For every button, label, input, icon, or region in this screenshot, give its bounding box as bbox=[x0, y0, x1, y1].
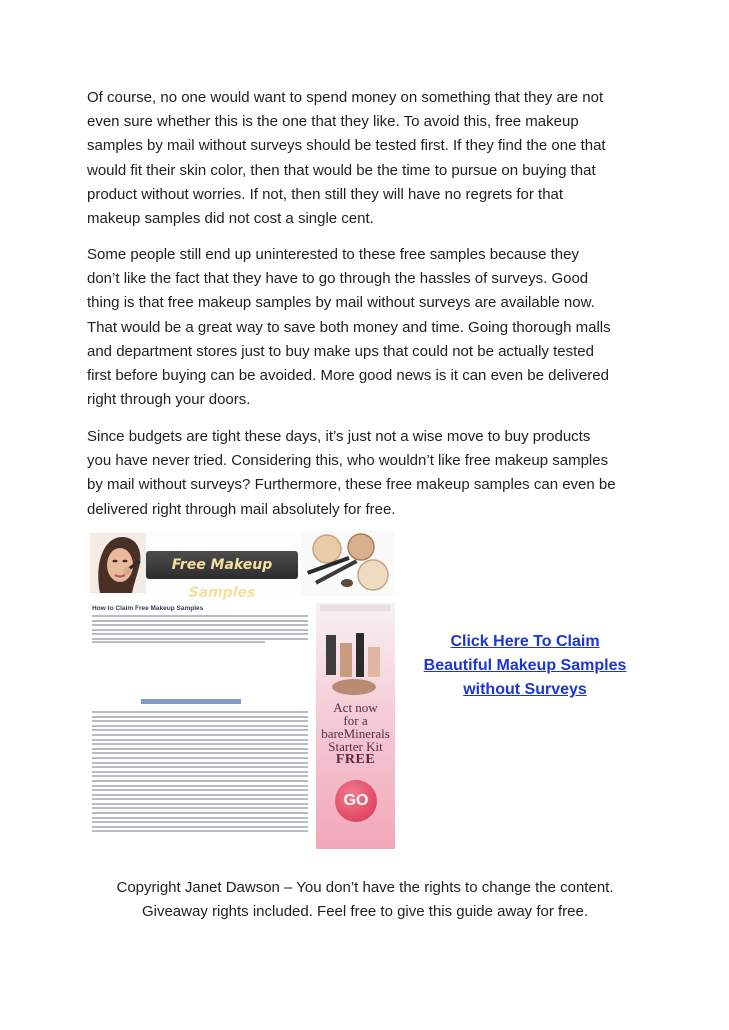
screenshot-header bbox=[86, 531, 395, 601]
ad-line: bareMinerals bbox=[321, 726, 390, 741]
paragraph-line: samples by mail without surveys should be tested first. If they find the one that bbox=[87, 137, 606, 155]
claim-link-line[interactable]: Beautiful Makeup Samples bbox=[423, 657, 627, 674]
go-button: GO bbox=[335, 780, 377, 822]
paragraph-line: Some people still end up uninterested to these free samples because they bbox=[87, 246, 579, 263]
ad-line: Starter Kit bbox=[328, 739, 383, 754]
paragraph-line: Since budgets are tight these days, it’s just not a wise move to buy products bbox=[87, 428, 591, 445]
copyright-line: Copyright Janet Dawson – You don’t have the rights to change the content. bbox=[116, 879, 614, 896]
paragraph-line: you have never tried. Considering this, who wouldn’t like free makeup samples bbox=[87, 452, 609, 470]
screenshot-article bbox=[86, 601, 314, 849]
ad-text bbox=[316, 701, 395, 766]
screenshot-heading: How to Claim Free Makeup Samples bbox=[92, 605, 204, 612]
paragraph-1 bbox=[87, 86, 647, 231]
paragraph-line: makeup samples did not cost a single cent. bbox=[87, 210, 374, 228]
paragraph-line: Of course, no one would want to spend money on something that they are not bbox=[87, 89, 604, 106]
paragraph-line: first before buying can be avoided. More good news is it can even be delivered bbox=[87, 367, 609, 385]
paragraph-line: by mail without surveys? Furthermore, these free makeup samples can even be bbox=[87, 476, 616, 494]
makeup-site-screenshot[interactable] bbox=[86, 531, 395, 849]
paragraph-line: right through your doors. bbox=[87, 391, 251, 409]
ad-line: Act now bbox=[333, 700, 378, 715]
paragraph-line: don’t like the fact that they have to go through the hassles of surveys. Good bbox=[87, 270, 589, 288]
paragraph-line: thing is that free makeup samples by mail without surveys are available now. bbox=[87, 294, 595, 312]
model-face-icon bbox=[90, 533, 146, 593]
paragraph-line: product without worries. If not, then still they will have no regrets for that bbox=[87, 185, 564, 203]
paragraph-2 bbox=[87, 243, 647, 412]
ad-url-bar bbox=[320, 605, 391, 611]
screenshot-text-block bbox=[92, 641, 308, 646]
screenshot-text-block bbox=[92, 711, 308, 835]
banner-title: Free Makeup Samples bbox=[146, 551, 298, 579]
giveaway-line: Giveaway rights included. Feel free to give this guide away for free. bbox=[141, 903, 589, 920]
ad-line: FREE bbox=[335, 752, 376, 767]
claim-link-line[interactable]: without Surveys bbox=[463, 681, 587, 698]
paragraph-3 bbox=[87, 425, 647, 522]
paragraph-line: delivered right through mail absolutely for free. bbox=[87, 500, 396, 518]
screenshot-ad-banner bbox=[316, 603, 395, 849]
screenshot-link bbox=[141, 699, 241, 704]
paragraph-line: and department stores just to buy make ups that could not be actually tested bbox=[87, 342, 594, 360]
makeup-products-icon bbox=[322, 629, 386, 699]
claim-link-line[interactable]: Click Here To Claim bbox=[450, 633, 600, 650]
paragraph-line: That would be a great way to save both money and time. Going thorough malls bbox=[87, 318, 611, 336]
ad-line: for a bbox=[343, 713, 368, 728]
cosmetics-icon bbox=[301, 531, 395, 596]
screenshot-text-block bbox=[92, 615, 308, 643]
claim-samples-link[interactable] bbox=[412, 630, 638, 702]
paragraph-line: would fit their skin color, then that would be the time to pursue on buying that bbox=[87, 161, 596, 179]
paragraph-line: even sure whether this is the one that they like. To avoid this, free makeup bbox=[87, 113, 579, 131]
